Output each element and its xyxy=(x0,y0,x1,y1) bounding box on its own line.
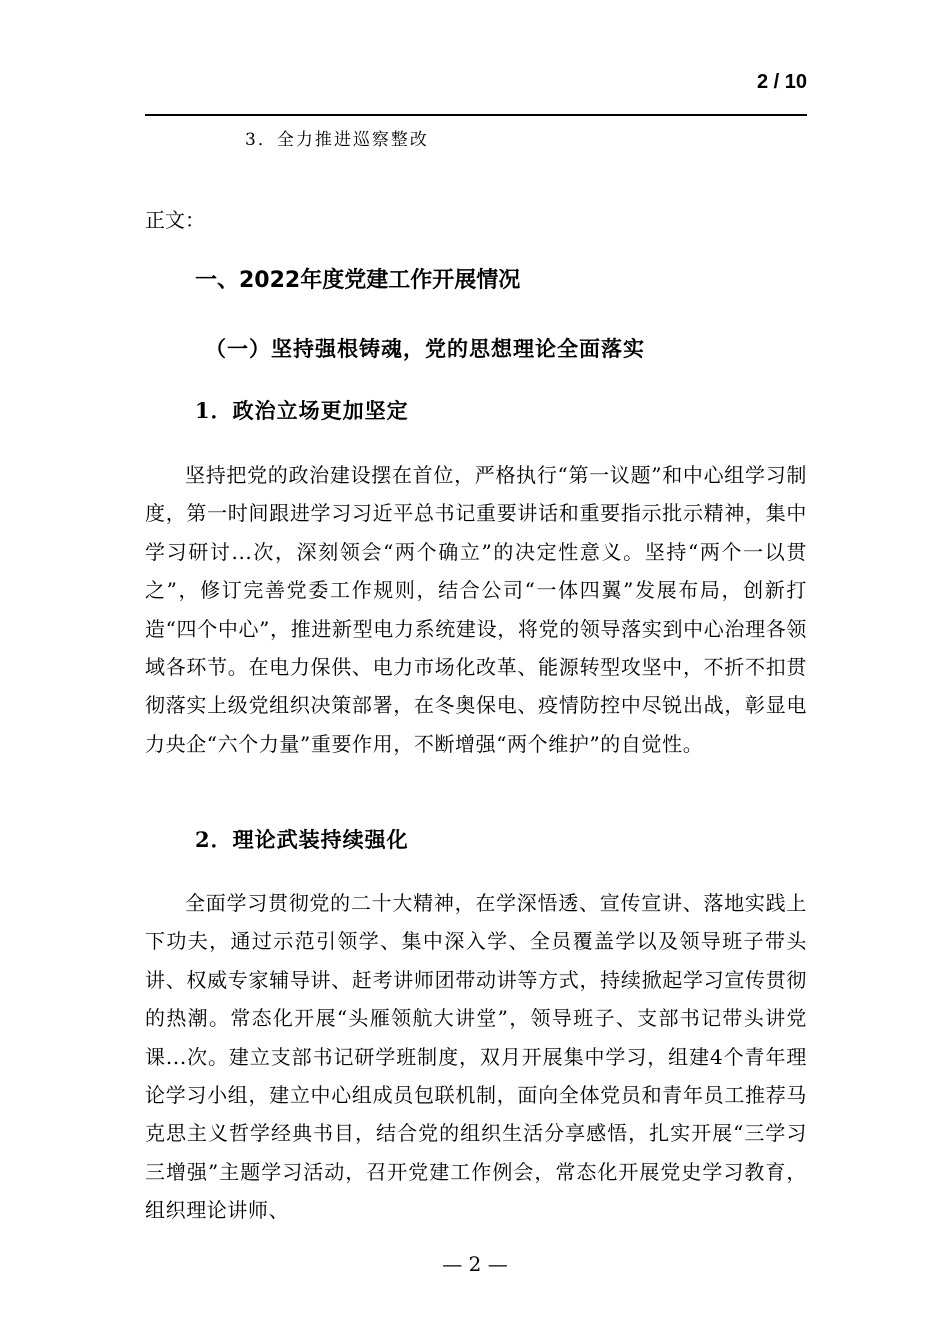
section-heading: 一、2022年度党建工作开展情况 xyxy=(195,268,521,293)
subsection-heading: （一）坚持强根铸魂，党的思想理论全面落实 xyxy=(205,336,645,361)
page-number-footer: — 2 — xyxy=(442,1252,508,1276)
body-paragraph-2: 全面学习贯彻党的二十大精神，在学深悟透、宣传宣讲、落地实践上下功夫，通过示范引领学、集中深入学、全员覆盖学以及领导班子带头讲、权威专家辅导讲、赶考讲师团带动讲等方式，持续掀起学习宣传贯彻的热潮。常态化开展“头雁领航大讲堂”，领导班子、支部书记带头讲党课...次。建立支部书记研学班制度，双月开展集中学习，组建4个青年理论学习小组，建立中心组成员包联机制，面向全体党员和青年员工推荐马克思主义哲学经典书目，结合党的组织生活分享感悟，扎实开展“三学习三增强”主题学习活动，召开党建工作例会，常态化开展党史学习教育，组织理论讲师、 xyxy=(145,891,807,1223)
body-label: 正文： xyxy=(145,208,205,232)
point-heading-1: 1．政治立场更加坚定 xyxy=(195,398,409,423)
toc-item-3: 3．全力推进巡察整改 xyxy=(245,130,429,150)
header-divider xyxy=(145,114,807,116)
body-paragraph-1: 坚持把党的政治建设摆在首位，严格执行“第一议题”和中心组学习制度，第一时间跟进学习习近平总书记重要讲话和重要指示批示精神，集中学习研讨...次，深刻领会“两个确立”的决定性意义。坚持“两个一以贯之”，修订完善党委工作规则，结合公司“一体四翼”发展布局，创新打造“四个中心”，推进新型电力系统建设，将党的领导落实到中心治理各领域各环节。在电力保供、电力市场化改革、能源转型攻坚中，不折不扣贯彻落实上级党组织决策部署，在冬奥保电、疫情防控中尽锐出战，彰显电力央企“六个力量”重要作用，不断增强“两个维护”的自觉性。 xyxy=(145,463,807,756)
point-heading-2: 2．理论武装持续强化 xyxy=(195,827,409,852)
page-counter: 2 / 10 xyxy=(756,71,807,93)
